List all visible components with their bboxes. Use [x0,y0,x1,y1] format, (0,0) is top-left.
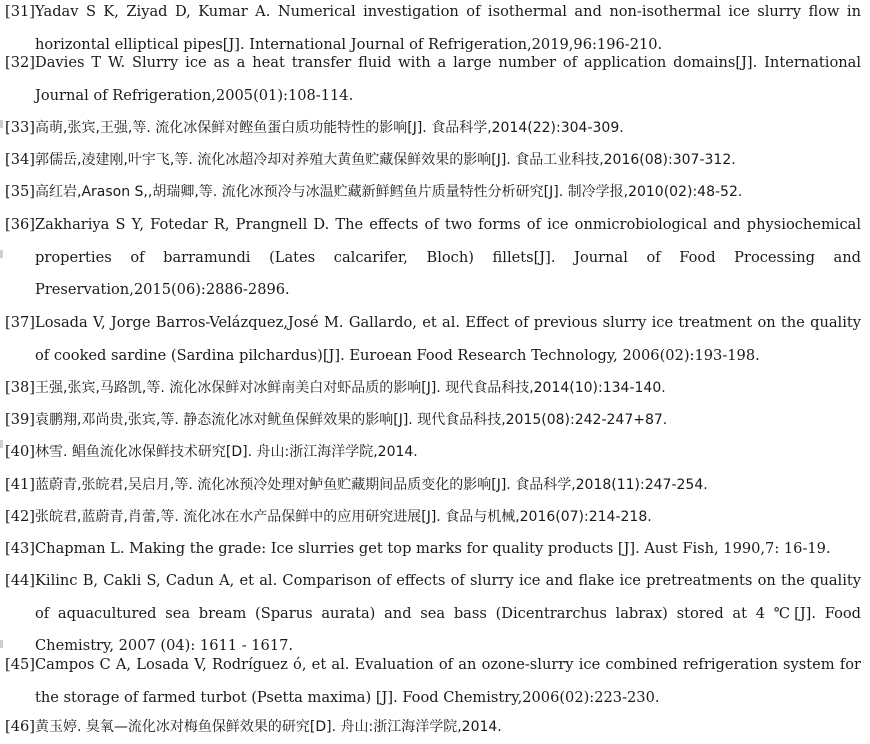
reference-42 [5,501,861,534]
reference-text: Davies T W. Slurry ice as a heat transfer fluid with a large number of application domains[J]. International Journal of Refrigeration,2005(01):108-114. [35,54,861,104]
reference-35 [5,176,861,209]
reference-32 [5,47,861,112]
reference-number: [33] [5,119,35,136]
edge-mark [0,120,3,128]
reference-number: [34] [5,151,35,168]
reference-number: [37] [5,314,35,331]
reference-36 [5,209,861,307]
reference-41 [5,469,861,502]
reference-number: [31] [5,3,35,20]
reference-number: [43] [5,540,35,557]
reference-text: 王强,张宾,马路凯,等. 流化冰保鲜对冰鲜南美白对虾品质的影响[J]. 现代食品科技,2014(10):134-140. [35,380,666,396]
reference-number: [45] [5,656,35,673]
reference-number: [35] [5,183,35,200]
reference-33 [5,112,861,145]
reference-text: 林雪. 鲳鱼流化冰保鲜技术研究[D]. 舟山:浙江海洋学院,2014. [35,444,418,460]
reference-text: Zakhariya S Y, Fotedar R, Prangnell D. The effects of two forms of ice onmicrobiological and physiochemical properties of barramundi (Lates calcarifer, Bloch) fillets[J]. Journal of Food Processing and Preservation,2015(06):2886-2896. [35,216,861,298]
reference-number: [42] [5,508,35,525]
reference-number: [36] [5,216,35,233]
reference-text: Chapman L. Making the grade: Ice slurries get top marks for quality products [J]. Aust Fish, 1990,7: 16-19. [35,540,831,557]
reference-text: 黄玉婷. 臭氧—流化冰对梅鱼保鲜效果的研究[D]. 舟山:浙江海洋学院,2014. [35,719,502,735]
reference-text: Losada V, Jorge Barros-Velázquez,José M. Gallardo, et al. Effect of previous slurry ice treatment on the quality of cooked sardine (Sardina pilchardus)[J]. Euroean Food Research Technology, 2006(02):193-198. [35,314,861,364]
edge-mark [0,640,3,648]
reference-number: [32] [5,54,35,71]
reference-46 [5,711,861,744]
reference-44 [5,565,861,663]
reference-39 [5,404,861,437]
reference-text: 高萌,张宾,王强,等. 流化冰保鲜对鲣鱼蛋白质功能特性的影响[J]. 食品科学,2014(22):304-309. [35,120,624,136]
reference-text: Yadav S K, Ziyad D, Kumar A. Numerical investigation of isothermal and non-isothermal ice slurry flow in horizontal elliptical pipes[J]. International Journal of Refrigeration,2019,96:196-210. [35,3,861,53]
reference-37 [5,307,861,372]
reference-number: [46] [5,718,35,735]
reference-45 [5,649,861,714]
reference-text: 高红岩,Arason S,,胡瑞卿,等. 流化冰预冷与冰温贮藏新鲜鳕鱼片质量特性分析研究[J]. 制冷学报,2010(02):48-52. [35,184,743,200]
reference-text: Kilinc B, Cakli S, Cadun A, et al. Comparison of effects of slurry ice and flake ice pretreatments on the quality of aquacultured sea bream (Sparus aurata) and sea bass (Dicentrarchus labrax) stored at 4 ℃[J]. Food Chemistry, 2007 (04): 1611 - 1617. [35,572,861,654]
reference-text: Campos C A, Losada V, Rodríguez ó, et al. Evaluation of an ozone-slurry ice combined refrigeration system for the storage of farmed turbot (Psetta maxima) [J]. Food Chemistry,2006(02):223-230. [35,656,861,706]
edge-mark [0,440,3,448]
edge-mark [0,250,3,258]
reference-34 [5,144,861,177]
reference-text: 张皖君,蓝蔚青,肖蕾,等. 流化冰在水产品保鲜中的应用研究进展[J]. 食品与机械,2016(07):214-218. [35,509,652,525]
reference-text: 郭儒岳,凌建刚,叶宇飞,等. 流化冰超冷却对养殖大黄鱼贮藏保鲜效果的影响[J]. 食品工业科技,2016(08):307-312. [35,152,736,168]
reference-text: 蓝蔚青,张皖君,吴启月,等. 流化冰预冷处理对鲈鱼贮藏期间品质变化的影响[J]. 食品科学,2018(11):247-254. [35,477,708,493]
reference-text: 袁鹏翔,邓尚贵,张宾,等. 静态流化冰对鱿鱼保鲜效果的影响[J]. 现代食品科技,2015(08):242-247+87. [35,412,668,428]
reference-number: [44] [5,572,35,589]
reference-number: [40] [5,443,35,460]
reference-43 [5,533,861,566]
reference-number: [39] [5,411,35,428]
reference-40 [5,436,861,469]
reference-number: [41] [5,476,35,493]
reference-number: [38] [5,379,35,396]
reference-38 [5,372,861,405]
